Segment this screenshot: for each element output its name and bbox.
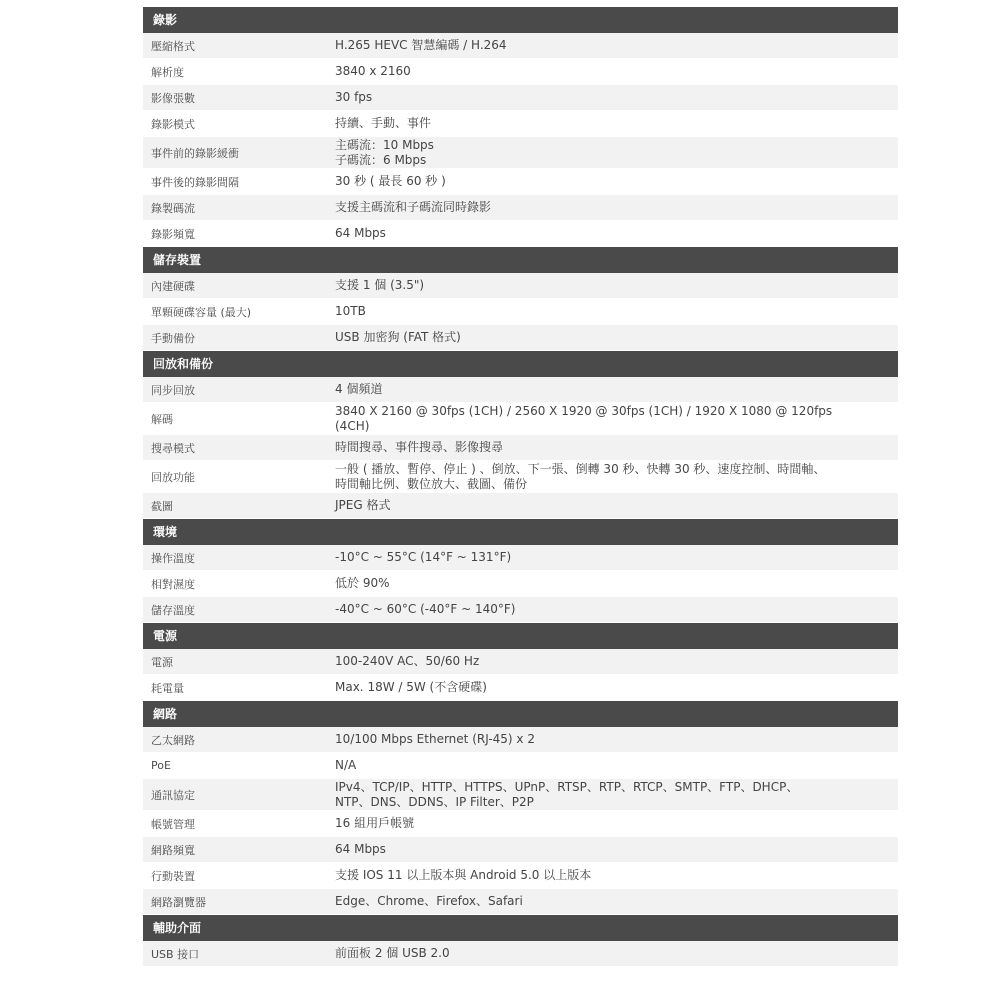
section-rows — [143, 273, 898, 351]
spec-value-line: 主碼流：10 Mbps — [335, 137, 434, 152]
spec-value-line: 64 Mbps — [335, 842, 386, 856]
spec-row — [143, 59, 898, 85]
spec-value — [323, 273, 898, 298]
spec-value-line: USB 加密狗 (FAT 格式) — [335, 330, 461, 344]
spec-value-line: NTP、DNS、DDNS、IP Filter、P2P — [335, 794, 534, 809]
section-rows — [143, 727, 898, 915]
spec-value — [323, 941, 898, 966]
spec-value-line: IPv4、TCP/IP、HTTP、HTTPS、UPnP、RTSP、RTP、RTCP、SMTP、FTP、DHCP、 — [335, 779, 799, 794]
spec-row — [143, 299, 898, 325]
spec-label: 通訊協定 — [151, 788, 195, 802]
spec-value — [323, 435, 898, 460]
spec-row — [143, 571, 898, 597]
spec-value — [323, 33, 898, 58]
spec-value — [323, 597, 898, 622]
spec-label: 網路瀏覽器 — [151, 895, 206, 909]
spec-value — [323, 727, 898, 752]
spec-label: 電源 — [151, 655, 173, 669]
spec-label: 相對濕度 — [151, 577, 195, 591]
spec-table — [143, 7, 898, 967]
spec-value-line: 持續、手動、事件 — [335, 116, 432, 130]
spec-value-line: 一般 ( 播放、暫停、停止 ) 、倒放、下一張、倒轉 30 秒、快轉 30 秒、速度控制、時間軸、 — [335, 461, 826, 476]
spec-value-line: 30 秒 ( 最長 60 秒 ) — [335, 174, 446, 188]
spec-label: 同步回放 — [151, 383, 195, 397]
spec-value — [323, 59, 898, 84]
spec-value-line: Max. 18W / 5W (不含硬碟) — [335, 680, 487, 694]
spec-value-line: 64 Mbps — [335, 226, 386, 240]
section-rows — [143, 33, 898, 247]
spec-label: 壓縮格式 — [151, 39, 195, 53]
spec-label: 單顆硬碟容量 (最大) — [151, 305, 252, 319]
spec-value-line: 16 組用戶帳號 — [335, 816, 415, 830]
spec-label: 影像張數 — [151, 91, 195, 105]
spec-row — [143, 221, 898, 247]
spec-value-line: 子碼流：6 Mbps — [335, 152, 427, 167]
spec-label: 行動裝置 — [151, 869, 195, 883]
spec-value-line: 30 fps — [335, 90, 373, 104]
spec-label: 手動備份 — [151, 331, 195, 345]
section-rows — [143, 545, 898, 623]
spec-row — [143, 195, 898, 221]
spec-row — [143, 403, 898, 435]
spec-row — [143, 325, 898, 351]
spec-value — [323, 85, 898, 110]
spec-value-line: Edge、Chrome、Firefox、Safari — [335, 894, 523, 908]
spec-value — [323, 837, 898, 862]
spec-value-line: N/A — [335, 758, 357, 772]
spec-value — [323, 325, 898, 350]
spec-row — [143, 493, 898, 519]
spec-value — [323, 649, 898, 674]
spec-value-line: 低於 90% — [335, 576, 390, 590]
spec-row — [143, 779, 898, 811]
spec-label: 錄製碼流 — [151, 201, 195, 215]
section-header: 回放和備份 — [143, 351, 898, 377]
spec-value-line: 時間搜尋、事件搜尋、影像搜尋 — [335, 440, 504, 454]
spec-value — [323, 571, 898, 596]
spec-value-line: -10°C ~ 55°C (14°F ~ 131°F) — [335, 550, 512, 564]
spec-value — [323, 111, 898, 136]
spec-value-line: 10TB — [335, 304, 366, 318]
spec-row — [143, 649, 898, 675]
spec-row — [143, 863, 898, 889]
spec-row — [143, 753, 898, 779]
spec-value — [323, 221, 898, 246]
section-header: 網路 — [143, 701, 898, 727]
spec-label: 事件前的錄影緩衝 — [151, 146, 239, 160]
spec-value — [323, 811, 898, 836]
section-header: 輔助介面 — [143, 915, 898, 941]
spec-row — [143, 435, 898, 461]
spec-label: 解析度 — [151, 65, 184, 79]
spec-value-line: 前面板 2 個 USB 2.0 — [335, 946, 450, 960]
spec-label: 帳號管理 — [151, 817, 195, 831]
spec-value-line: 3840 x 2160 — [335, 64, 411, 78]
section-header: 環境 — [143, 519, 898, 545]
spec-row — [143, 111, 898, 137]
spec-value-line: H.265 HEVC 智慧編碼 / H.264 — [335, 38, 507, 52]
spec-row — [143, 597, 898, 623]
spec-value — [323, 493, 898, 518]
spec-row — [143, 169, 898, 195]
spec-row — [143, 461, 898, 493]
spec-row — [143, 675, 898, 701]
spec-row — [143, 33, 898, 59]
spec-row — [143, 811, 898, 837]
spec-value-line: 支援 IOS 11 以上版本與 Android 5.0 以上版本 — [335, 868, 592, 882]
spec-value-line: JPEG 格式 — [335, 498, 391, 512]
spec-row — [143, 889, 898, 915]
spec-value — [323, 169, 898, 194]
spec-row — [143, 377, 898, 403]
spec-row — [143, 273, 898, 299]
spec-label: USB 接口 — [151, 947, 200, 961]
spec-value-line: 100-240V AC、50/60 Hz — [335, 654, 480, 668]
spec-row — [143, 85, 898, 111]
spec-value — [323, 137, 898, 168]
spec-row — [143, 837, 898, 863]
spec-label: 回放功能 — [151, 470, 195, 484]
section-rows — [143, 377, 898, 519]
section-rows — [143, 941, 898, 967]
spec-value-line: -40°C ~ 60°C (-40°F ~ 140°F) — [335, 602, 516, 616]
spec-label: 乙太網路 — [151, 733, 195, 747]
spec-label: 錄影頻寬 — [151, 227, 195, 241]
section-header: 電源 — [143, 623, 898, 649]
spec-row — [143, 137, 898, 169]
spec-value — [323, 889, 898, 914]
spec-label: 截圖 — [151, 499, 173, 513]
section-header: 儲存裝置 — [143, 247, 898, 273]
spec-label: 錄影模式 — [151, 117, 195, 131]
spec-label: 操作溫度 — [151, 551, 195, 565]
section-header: 錄影 — [143, 7, 898, 33]
spec-value — [323, 377, 898, 402]
spec-row — [143, 545, 898, 571]
spec-value-line: 10/100 Mbps Ethernet (RJ-45) x 2 — [335, 732, 535, 746]
spec-label: 耗電量 — [151, 681, 184, 695]
spec-value — [323, 299, 898, 324]
spec-value-line: 支援 1 個 (3.5") — [335, 278, 425, 292]
spec-row — [143, 941, 898, 967]
spec-value — [323, 779, 898, 810]
spec-label: 內建硬碟 — [151, 279, 195, 293]
spec-value — [323, 863, 898, 888]
spec-value — [323, 461, 898, 492]
spec-value-line: 3840 X 2160 @ 30fps (1CH) / 2560 X 1920 @ 30fps (1CH) / 1920 X 1080 @ 120fps — [335, 403, 833, 418]
spec-value-line: (4CH) — [335, 418, 370, 433]
spec-label: PoE — [151, 759, 171, 772]
spec-value-line: 時間軸比例、數位放大、截圖、備份 — [335, 476, 528, 491]
spec-row — [143, 727, 898, 753]
spec-label: 儲存溫度 — [151, 603, 195, 617]
spec-label: 搜尋模式 — [151, 441, 195, 455]
spec-label: 解碼 — [151, 412, 173, 426]
spec-label: 網路頻寬 — [151, 843, 195, 857]
spec-value — [323, 545, 898, 570]
spec-value-line: 支援主碼流和子碼流同時錄影 — [335, 200, 492, 214]
section-rows — [143, 649, 898, 701]
spec-value — [323, 675, 898, 700]
spec-value — [323, 753, 898, 778]
spec-label: 事件後的錄影間隔 — [151, 175, 239, 189]
spec-value-line: 4 個頻道 — [335, 382, 383, 396]
spec-value — [323, 195, 898, 220]
spec-value — [323, 403, 898, 434]
